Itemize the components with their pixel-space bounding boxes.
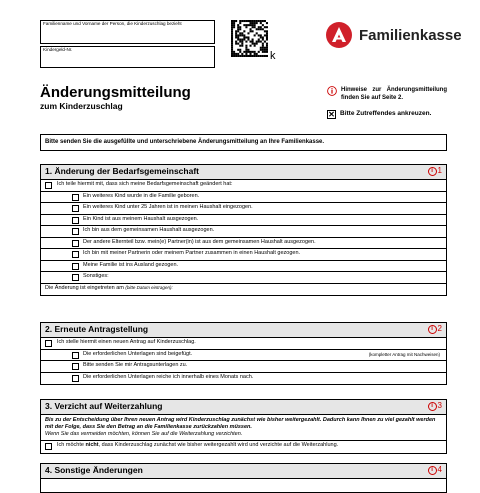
- qr-module: [256, 41, 258, 43]
- qr-module: [243, 24, 245, 26]
- list-item: [41, 373, 446, 385]
- qr-module: [241, 34, 243, 36]
- qr-module: [256, 53, 258, 55]
- section-4-info-marker: [428, 466, 442, 475]
- section-1-intro-row: [41, 180, 446, 192]
- waiver-text-post: , dass Kinderzuschlag zunächst wie bisher weitergezahlt wird und verzichte auf die Weiterzahlung.: [98, 442, 339, 448]
- section-4-number: 4: [437, 465, 442, 474]
- qr-module: [258, 34, 260, 36]
- qr-module: [266, 34, 268, 36]
- option-checkbox[interactable]: [72, 240, 79, 247]
- qr-module: [266, 39, 268, 41]
- date-row[interactable]: [41, 284, 446, 296]
- bedarfsgemeinschaft-checkbox[interactable]: [45, 182, 52, 189]
- page-subtitle: zum Kinderzuschlag: [40, 101, 123, 111]
- qr-module: [258, 26, 260, 28]
- qr-module: [264, 34, 266, 36]
- qr-module: [239, 55, 241, 57]
- qr-module: [239, 51, 241, 53]
- qr-module: [245, 49, 247, 51]
- option-label: Bitte senden Sie mir Antragsunterlagen zu.: [83, 362, 188, 368]
- qr-module: [266, 51, 268, 53]
- qr-module: [266, 26, 268, 28]
- section-1-info-marker: [428, 167, 442, 176]
- qr-module: [254, 34, 256, 36]
- qr-module: [233, 22, 235, 24]
- section-1: [40, 164, 447, 296]
- qr-module: [239, 20, 241, 22]
- qr-module: [237, 49, 239, 51]
- qr-module: [231, 53, 233, 55]
- option-label: Sonstiges:: [83, 273, 109, 279]
- qr-module: [237, 53, 239, 55]
- qr-module: [258, 41, 260, 43]
- qr-module: [231, 51, 233, 53]
- qr-module: [247, 36, 249, 38]
- qr-module: [256, 22, 258, 24]
- qr-module: [262, 28, 264, 30]
- qr-module: [260, 47, 262, 49]
- qr-module: [243, 34, 245, 36]
- qr-module: [262, 20, 264, 22]
- qr-module: [237, 39, 239, 41]
- qr-module: [235, 55, 237, 57]
- option-checkbox[interactable]: [72, 274, 79, 281]
- qr-module: [252, 51, 254, 53]
- qr-module: [252, 20, 254, 22]
- list-item: [41, 215, 446, 227]
- qr-module: [237, 55, 239, 57]
- option-checkbox[interactable]: [72, 205, 79, 212]
- qr-module: [266, 32, 268, 34]
- qr-module: [262, 43, 264, 45]
- qr-module: [235, 36, 237, 38]
- qr-module: [233, 24, 235, 26]
- qr-module: [258, 20, 260, 22]
- list-item: [41, 249, 446, 261]
- qr-module: [231, 43, 233, 45]
- qr-module: [233, 51, 235, 53]
- qr-module: [266, 47, 268, 49]
- option-label: Die erforderlichen Unterlagen sind beigefügt.: [83, 350, 193, 357]
- qr-module: [262, 55, 264, 57]
- info-icon: [327, 86, 337, 96]
- qr-module: [252, 24, 254, 26]
- option-label: Ich bin aus dem gemeinsamen Haushalt ausgezogen.: [83, 227, 215, 233]
- qr-module: [258, 55, 260, 57]
- qr-module: [237, 43, 239, 45]
- qr-module: [247, 32, 249, 34]
- date-line-text: Die Änderung ist eingetreten am: [45, 284, 124, 291]
- qr-module: [252, 26, 254, 28]
- qr-module: [239, 22, 241, 24]
- qr-module: [231, 22, 233, 24]
- qr-module: [250, 41, 252, 43]
- waiver-text-bold: nicht: [85, 442, 99, 448]
- qr-module: [243, 39, 245, 41]
- qr-module: [245, 20, 247, 22]
- qr-module: [235, 43, 237, 45]
- option-label: Der andere Elternteil bzw. mein(e) Partner(in) ist aus dem gemeinsamen Haushalt ausgezogen.: [83, 238, 316, 245]
- kindergeld-number-field[interactable]: [40, 46, 215, 68]
- section-3-number: 3: [437, 401, 442, 410]
- qr-module: [262, 45, 264, 47]
- qr-module: [266, 22, 268, 24]
- qr-module: [258, 28, 260, 30]
- option-label: Ein weiteres Kind wurde in die Familie geboren.: [83, 192, 200, 199]
- qr-module: [233, 26, 235, 28]
- qr-module: [250, 53, 252, 55]
- qr-module: [245, 47, 247, 49]
- qr-module: [245, 36, 247, 38]
- qr-module: [245, 53, 247, 55]
- qr-module: [254, 24, 256, 26]
- qr-module: [241, 45, 243, 47]
- qr-module: [235, 32, 237, 34]
- qr-module: [250, 55, 252, 57]
- name-field-label: Familienname und Vorname der Person, die Kinderzuschlag bezieht: [43, 21, 182, 26]
- qr-module: [264, 47, 266, 49]
- option-checkbox[interactable]: [72, 194, 79, 201]
- section-1-header: [41, 165, 446, 180]
- info-icon: i: [428, 402, 437, 411]
- qr-module: [256, 43, 258, 45]
- qr-module: [264, 30, 266, 32]
- qr-module: [243, 55, 245, 57]
- qr-module: [266, 30, 268, 32]
- qr-module: [260, 22, 262, 24]
- section-3-explanation: [41, 415, 446, 441]
- qr-module: [243, 20, 245, 22]
- qr-module: [237, 30, 239, 32]
- qr-module: [258, 39, 260, 41]
- qr-module: [239, 26, 241, 28]
- qr-module: [231, 41, 233, 43]
- qr-module: [252, 22, 254, 24]
- submission-notice: Bitte senden Sie die ausgefüllte und unterschriebene Änderungsmitteilung an Ihre Familienkasse.: [40, 134, 447, 151]
- qr-module: [250, 51, 252, 53]
- familienkasse-logo: [326, 22, 352, 48]
- qr-module: [260, 34, 262, 36]
- qr-module: [262, 51, 264, 53]
- waiver-text-pre: Ich möchte: [57, 442, 86, 448]
- list-item: [41, 192, 446, 204]
- option-checkbox[interactable]: [72, 363, 79, 370]
- qr-module: [262, 39, 264, 41]
- qr-module: [247, 49, 249, 51]
- qr-module: [254, 53, 256, 55]
- qr-module: [241, 32, 243, 34]
- option-label: Ein weiteres Kind unter 25 Jahren ist in meinen Haushalt eingezogen.: [83, 204, 253, 210]
- qr-module: [231, 26, 233, 28]
- section-2-intro: Ich stelle hiermit einen neuen Antrag auf Kinderzuschlag.: [57, 339, 196, 345]
- qr-module: [245, 24, 247, 26]
- list-item: [41, 238, 446, 250]
- brand-name: Familienkasse: [359, 27, 462, 44]
- option-label: Ich bin mit meiner Partnerin oder meinem Partner zusammen in einen Haushalt gezogen.: [83, 250, 301, 256]
- qr-module: [235, 53, 237, 55]
- section-3-header: [41, 400, 446, 415]
- qr-code: [231, 20, 268, 57]
- qr-module: [254, 43, 256, 45]
- qr-module: [239, 39, 241, 41]
- qr-module: [233, 53, 235, 55]
- section-2-header: [41, 323, 446, 338]
- new-application-checkbox[interactable]: [45, 340, 52, 347]
- qr-module: [231, 39, 233, 41]
- qr-module: [231, 20, 233, 22]
- qr-module: [266, 55, 268, 57]
- list-item: [41, 272, 446, 284]
- option-checkbox[interactable]: [72, 352, 79, 359]
- qr-module: [250, 30, 252, 32]
- checked-example-box: ✕: [328, 110, 335, 119]
- qr-module: [243, 51, 245, 53]
- qr-module: [264, 26, 266, 28]
- qr-module: [254, 55, 256, 57]
- qr-module: [237, 26, 239, 28]
- info-icon: i: [428, 325, 437, 334]
- qr-module: [254, 22, 256, 24]
- qr-module: [233, 55, 235, 57]
- waiver-checkbox[interactable]: [45, 443, 52, 450]
- qr-module: [262, 36, 264, 38]
- qr-module: [266, 43, 268, 45]
- check-instruction: Bitte Zutreffendes ankreuzen.: [340, 110, 432, 117]
- section-2-title: 2. Erneute Antragstellung: [45, 324, 149, 334]
- qr-module: [231, 45, 233, 47]
- info-icon: i: [428, 167, 437, 176]
- qr-module: [241, 43, 243, 45]
- qr-module: [260, 36, 262, 38]
- qr-module: [264, 51, 266, 53]
- qr-module: [245, 26, 247, 28]
- qr-module: [250, 22, 252, 24]
- qr-module: [252, 30, 254, 32]
- k-mark: k: [270, 50, 276, 62]
- qr-module: [237, 24, 239, 26]
- qr-module: [235, 20, 237, 22]
- qr-module: [239, 34, 241, 36]
- qr-module: [260, 41, 262, 43]
- option-checkbox[interactable]: [72, 263, 79, 270]
- qr-module: [245, 45, 247, 47]
- qr-module: [239, 28, 241, 30]
- qr-module: [245, 41, 247, 43]
- section-2-info-marker: [428, 325, 442, 334]
- qr-module: [250, 24, 252, 26]
- waiver-row: [41, 441, 446, 453]
- section-4-header: [41, 464, 446, 479]
- section-2-number: 2: [437, 324, 442, 333]
- qr-module: [243, 30, 245, 32]
- qr-module: [233, 20, 235, 22]
- info-icon: i: [428, 466, 437, 475]
- qr-module: [237, 28, 239, 30]
- qr-module: [235, 34, 237, 36]
- qr-module: [264, 55, 266, 57]
- qr-module: [264, 41, 266, 43]
- qr-module: [254, 26, 256, 28]
- option-checkbox[interactable]: [72, 228, 79, 235]
- qr-module: [241, 39, 243, 41]
- qr-module: [250, 45, 252, 47]
- qr-module: [252, 43, 254, 45]
- section-2-intro-row: [41, 338, 446, 350]
- qr-module: [231, 47, 233, 49]
- name-field[interactable]: [40, 20, 215, 44]
- qr-module: [239, 45, 241, 47]
- section-4-title: 4. Sonstige Änderungen: [45, 465, 143, 475]
- section-3-option-note: Wenn Sie das vermeiden möchten, können Sie auf die Weiterzahlung verzichten.: [45, 431, 243, 437]
- section-3-warning: Bis zu der Entscheidung über Ihren neuen Antrag wird Kinderzuschlag zunächst wie bisher weitergezahlt. Dadurch kann Ihnen zu viel gezahlt werden mit der Folge, dass Sie den Betrag an die Familienkasse zurückzahlen müssen.: [45, 417, 436, 430]
- qr-module: [262, 47, 264, 49]
- qr-module: [241, 55, 243, 57]
- hint-text: Hinweise zur Änderungsmitteilung finden Sie auf Seite 2.: [341, 87, 447, 101]
- date-label: [45, 286, 173, 292]
- qr-module: [239, 41, 241, 43]
- qr-module: [231, 30, 233, 32]
- section-1-number: 1: [437, 166, 442, 175]
- list-item: [41, 261, 446, 273]
- page-title: Änderungsmitteilung: [40, 84, 191, 101]
- qr-module: [266, 49, 268, 51]
- qr-module: [245, 55, 247, 57]
- qr-module: [235, 41, 237, 43]
- qr-module: [254, 20, 256, 22]
- qr-module: [243, 36, 245, 38]
- section-2: [40, 322, 447, 385]
- qr-module: [260, 28, 262, 30]
- qr-module: [266, 36, 268, 38]
- section-3-info-marker: [428, 402, 442, 411]
- section-4: [40, 463, 447, 493]
- option-checkbox[interactable]: [72, 217, 79, 224]
- qr-module: [237, 36, 239, 38]
- qr-module: [262, 49, 264, 51]
- section-1-intro: Ich teile hiermit mit, dass sich meine Bedarfsgemeinschaft geändert hat:: [57, 181, 233, 187]
- qr-module: [258, 51, 260, 53]
- option-label: Meine Familie ist ins Ausland gezogen.: [83, 261, 179, 268]
- qr-module: [239, 49, 241, 51]
- qr-module: [260, 26, 262, 28]
- qr-module: [241, 20, 243, 22]
- section-3-title: 3. Verzicht auf Weiterzahlung: [45, 401, 163, 411]
- qr-module: [239, 32, 241, 34]
- date-hint: (bitte Datum eintragen):: [125, 284, 173, 290]
- qr-module: [247, 55, 249, 57]
- qr-module: [247, 24, 249, 26]
- qr-module: [231, 55, 233, 57]
- qr-module: [260, 20, 262, 22]
- section-3: [40, 399, 447, 454]
- qr-module: [247, 39, 249, 41]
- qr-module: [262, 24, 264, 26]
- qr-module: [247, 51, 249, 53]
- qr-module: [231, 36, 233, 38]
- waiver-label: [57, 443, 338, 449]
- qr-module: [250, 20, 252, 22]
- option-checkbox[interactable]: [72, 375, 79, 382]
- kindergeld-number-label: Kindergeld-Nr.: [43, 47, 73, 52]
- qr-module: [250, 28, 252, 30]
- qr-module: [231, 32, 233, 34]
- qr-module: [231, 24, 233, 26]
- section-1-title: 1. Änderung der Bedarfsgemeinschaft: [45, 166, 199, 176]
- list-item: [41, 361, 446, 373]
- qr-module: [237, 34, 239, 36]
- qr-module: [254, 45, 256, 47]
- qr-module: [241, 53, 243, 55]
- qr-module: [266, 45, 268, 47]
- qr-module: [260, 55, 262, 57]
- list-item: [41, 350, 446, 362]
- qr-module: [231, 34, 233, 36]
- option-label: Die erforderlichen Unterlagen reiche ich innerhalb eines Monats nach.: [83, 373, 254, 380]
- list-item: [41, 226, 446, 238]
- qr-module: [256, 32, 258, 34]
- qr-module: [256, 28, 258, 30]
- option-side-note: (kompletter Antrag mit Nachweisen): [368, 351, 440, 357]
- qr-module: [264, 20, 266, 22]
- qr-module: [252, 55, 254, 57]
- qr-module: [256, 20, 258, 22]
- qr-module: [235, 30, 237, 32]
- qr-module: [254, 51, 256, 53]
- option-label: Ein Kind ist aus meinem Haushalt ausgezogen.: [83, 215, 199, 222]
- qr-module: [231, 49, 233, 51]
- qr-module: [231, 28, 233, 30]
- qr-module: [260, 49, 262, 51]
- qr-module: [241, 41, 243, 43]
- qr-module: [252, 41, 254, 43]
- qr-module: [256, 55, 258, 57]
- option-checkbox[interactable]: [72, 251, 79, 258]
- list-item: [41, 203, 446, 215]
- qr-module: [247, 20, 249, 22]
- qr-module: [264, 49, 266, 51]
- qr-module: [252, 39, 254, 41]
- qr-module: [245, 51, 247, 53]
